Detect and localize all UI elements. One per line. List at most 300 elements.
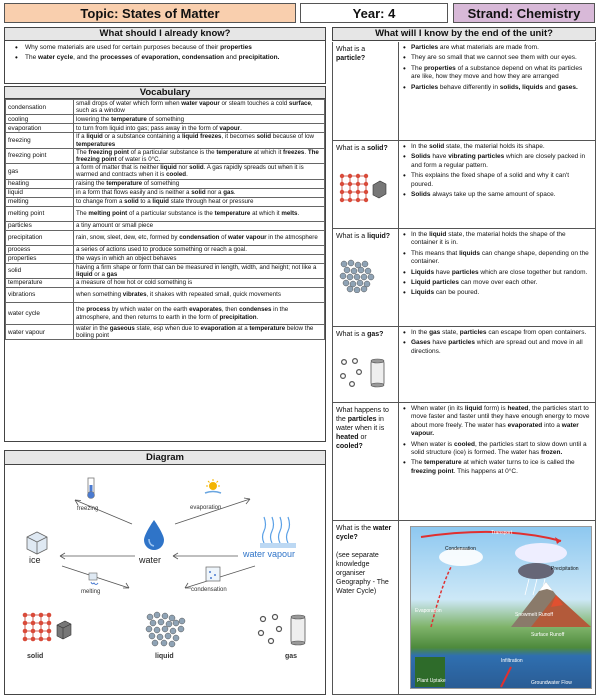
text-run: state through heat or pressure [168,198,254,206]
strand-header: Strand: Chemistry [453,3,595,23]
answer-list [402,143,592,199]
label-surface: Surface Runoff [531,632,565,638]
text-run: properties [424,64,456,72]
ice-label: ice [29,555,41,565]
text-run: The [76,148,89,156]
answer-list [402,405,592,476]
freezing-label: freezing [77,506,99,512]
text-run: temperature [249,325,286,333]
text-run: freezing point [411,467,454,475]
liquid-particle [166,621,172,627]
text-run: vibrating particles [448,153,505,161]
text-run: because of low [271,133,315,141]
vocabulary-term: gas [6,164,74,179]
text-run: The [411,64,425,72]
question-cell [333,403,399,520]
text-run: , the particles start to slow down until a solid structure (ice) is formed. The water has [411,440,587,457]
answer-item [402,279,592,287]
text-run: a measure of how hot or cold something is [76,279,193,287]
text-run: The [25,54,39,61]
text-run: (see separate knowledge organiser Geography - The Water Cycle) [336,552,389,595]
text-run: solid [124,198,139,206]
text-run: . [186,171,188,179]
text-run: always take up the same amount of space. [430,191,556,199]
text-run: below the boiling point [76,325,314,340]
text-run: are what materials are made from. [438,44,539,51]
liquid-particle [179,618,185,624]
diagram-box [4,450,326,695]
freezing-arrow [57,497,137,527]
text-run: water in the [76,325,110,333]
text-run: solid? [367,145,388,152]
text-run: a form of matter that is neither [76,164,161,172]
text-run: of something [142,180,180,188]
text-run: a tiny amount or small piece [76,222,154,230]
text-run: liquid [76,270,93,278]
vocabulary-row [6,148,325,163]
vocabulary-row [6,164,325,179]
end-of-unit-title: What will I know by the end of the unit? [332,27,596,41]
text-run: raising the [76,180,107,188]
answer-item [402,329,592,337]
text-run: liquid freezes [181,133,222,141]
vocabulary-table [5,99,325,340]
text-run: liquid [160,164,177,172]
answer-cell [399,327,595,402]
label-plant: Plant Uptake [417,678,446,684]
text-run: at a [235,325,250,333]
text-run: liquid [86,133,103,141]
text-run: . This happens at 0°C. [453,467,518,475]
text-run: rain, snow, sleet, dew, etc, formed by [76,234,180,242]
liquid-particle [170,628,176,634]
text-run: liquid? [367,233,391,240]
text-run: melts [281,210,298,218]
text-run: gas [106,270,118,278]
topic-header: Topic: States of Matter [4,3,296,23]
text-run: solid [256,133,272,141]
text-run: or a [92,270,107,278]
vocabulary-row [6,245,325,254]
text-run: precipitation. [238,54,280,61]
end-of-unit-row [332,521,596,695]
diagram-title: Diagram [5,451,325,465]
liquid-particle [154,627,160,633]
answer-item [402,84,592,92]
end-of-unit-row [332,327,596,403]
melting-label: melting [81,589,101,595]
liquid-particle [165,633,171,639]
answer-item [402,269,592,277]
text-run: Solids [411,153,431,161]
vocabulary-term: water cycle [6,303,74,325]
text-run: freezes [283,148,305,156]
text-run: water vapour. [411,421,579,438]
text-run: , then [221,306,240,314]
text-run: surface [288,100,311,107]
text-run: heated [336,434,359,441]
text-run: precipitation [219,313,257,321]
label-snowmelt: Snowmelt Runoff [515,612,553,618]
vocabulary-term: liquid [6,188,74,197]
condensation-label: condensation [191,587,227,593]
text-run: can escape from open containers. [486,329,587,336]
end-of-unit-row [332,141,596,229]
vocabulary-term: evaporation [6,124,74,133]
text-run: process [86,306,111,314]
text-run: water cycle? [336,525,392,541]
text-run: Gases [411,339,431,347]
vocabulary-term: temperature [6,279,74,288]
text-run: having a firm shape or form that can be measured in length, width, and height; not like a [76,263,317,271]
text-run: solids, liquids [499,83,544,91]
evaporation-label: evaporation [190,505,222,511]
vocabulary-term: freezing point [6,148,74,163]
vocabulary-definition [74,197,325,206]
text-run: in a form that flows easily and is neither a [76,189,192,197]
text-run: of [219,234,229,242]
gas-particles-icon [257,613,313,649]
text-run: and [224,54,239,61]
text-run: freezing point [88,148,129,156]
text-run: temperature [216,148,253,156]
vocabulary-row [6,279,325,288]
question-cell [333,42,399,140]
question-cell [333,521,399,694]
answer-item [402,172,592,189]
vocabulary-row [6,206,325,221]
liquid-particle [169,615,175,621]
answer-item [402,153,592,170]
liquid-particle [173,620,179,626]
vocabulary-definition [74,115,325,124]
vocabulary-row [6,303,325,325]
text-run: What is the [336,525,373,532]
answer-cell [399,403,595,520]
text-run: of something [146,115,185,123]
text-run: In the [411,231,430,238]
label-transport: Transport [491,530,513,536]
liquid-particle [173,635,179,641]
text-run: vapour [219,124,241,132]
text-run: What is a [336,46,366,53]
text-run: This explains the fixed shape of a solid and why it can't poured. [411,172,570,188]
text-run: condensation [179,234,220,242]
vocabulary-definition [74,288,325,303]
answer-item [402,54,592,62]
text-run: properties [220,44,252,51]
text-run: lowering the [76,115,112,123]
vocabulary-row [6,188,325,197]
text-run: state, [440,329,460,336]
text-run: When water is [411,440,454,448]
text-run: Particles [411,83,439,91]
text-run: the ways in which an object behaves [76,255,177,263]
answer-item [402,459,592,476]
vocabulary-term: melting point [6,206,74,221]
text-run: temperatures [76,140,116,148]
vocabulary-definition [74,206,325,221]
vocabulary-term: properties [6,254,74,263]
text-run: liquid [464,405,483,412]
liquid-particle [146,626,152,632]
text-run: . [256,313,259,321]
already-know-title: What should I already know? [5,28,325,41]
liquid-particle [161,640,167,646]
text-run: a series of actions used to produce something or reach a goal. [76,246,247,254]
label-precipitation: Precipitation [551,566,579,572]
text-run: when something [76,291,123,299]
text-run: of a particular substance is the [127,210,215,218]
answer-cell [399,42,595,140]
solid-particles-icon [339,173,389,205]
text-run: of a particular substance is the [128,148,217,156]
text-run: of a substance depend on what its particles are like, how they move and how they are arranged [411,64,583,81]
vocabulary-term: heating [6,179,74,188]
text-run: can change shape, depending on the container. [411,249,589,266]
vapour-to-water-arrow [170,551,240,561]
answer-list [402,329,592,356]
water-drop-icon [143,519,165,551]
text-run: cooled? [336,443,363,450]
text-run: in water when it is [336,416,385,432]
text-run: . [233,189,236,197]
vocabulary-term: water vapour [6,325,74,340]
gas-label: gas [285,653,298,660]
text-run: which are spread out and move in all directions. [411,339,583,355]
text-run: , such as a window [76,100,313,115]
liquid-particle [158,619,164,625]
text-run: What is a [336,233,368,240]
text-run: to change from a [76,198,125,206]
text-run: Liquid particles [411,279,460,287]
text-run: which are close together but random. [478,268,588,276]
text-run: can be poured. [434,289,480,297]
text-run: to a [138,198,153,206]
text-run: . [297,210,300,218]
text-run: This means that [411,249,460,257]
ice-cube-icon [23,529,51,555]
answer-item [402,231,592,248]
text-run: solid [429,143,445,150]
vocabulary-term: solid [6,263,74,278]
end-of-unit-row [332,42,596,141]
thermometer-icon [83,477,99,499]
question-cell [333,141,399,228]
gas-particles-icon [339,357,391,391]
text-run: heated [507,405,529,412]
text-run: What happens to the [336,407,389,423]
answer-item [402,441,592,458]
text-run: form) is [482,405,508,412]
liquid-particle [178,626,184,632]
text-run: gases. [557,83,578,91]
question-cell [333,327,399,402]
answer-item [402,405,592,439]
water-label: water [139,555,162,565]
liquid-particle [152,640,158,646]
already-know-item [13,44,321,52]
text-run: gas [223,189,234,197]
text-run: by which water on the earth [110,306,190,314]
answer-item [402,143,592,151]
text-run: , and the [73,54,101,61]
liquid-label: liquid [155,653,174,660]
condensation-icon [205,566,221,584]
answer-cell [399,229,595,326]
vocabulary-definition [74,221,325,230]
answer-item [402,289,592,297]
text-run: temperature [111,115,147,123]
liquid-particle [154,612,160,618]
answer-item [402,44,592,52]
text-run: liquid [152,198,169,206]
water-cycle-picture [410,526,592,689]
vocabulary-term: condensation [6,100,74,115]
vocabulary-definition [74,279,325,288]
text-run: The freezing point [76,148,319,164]
text-run: water cycle [38,54,74,61]
vocabulary-definition [74,188,325,197]
vocabulary-definition [74,325,325,340]
text-run: or a substance containing a [102,133,182,141]
text-run: in the atmosphere [266,234,318,242]
text-run: which are closely packed in and form a regular pattern. [411,153,586,169]
text-run: temperature [424,459,462,467]
text-run: solid [189,164,204,172]
already-know-box [4,27,326,84]
vocabulary-definition [74,164,325,179]
text-run: processes [100,54,133,61]
vocabulary-row [6,325,325,340]
text-run: or steam touches a cold [219,100,289,107]
text-run: small drops of water which form when [76,100,182,107]
vocabulary-row [6,288,325,303]
answer-item [402,65,592,82]
text-run: nor a [205,189,224,197]
text-run: particles [347,416,377,423]
text-run: temperature [214,210,251,218]
text-run: gas? [367,331,384,338]
text-run: evaporates [189,306,222,314]
vocabulary-definition [74,124,325,133]
year-header: Year: 4 [300,3,448,23]
text-run: water vapour [181,100,220,107]
vocabulary-row [6,124,325,133]
text-run: cooled [454,440,475,448]
text-run: What is a [336,145,368,152]
text-run: vibrates [122,291,147,299]
vocabulary-definition [74,100,325,115]
label-infiltration: Infiltration [501,658,523,664]
vocabulary-row [6,263,325,278]
liquid-particle [169,641,175,647]
vocabulary-row [6,179,325,188]
text-run: Solids [411,191,431,199]
water-to-ice-arrow [57,551,137,561]
text-run: liquid [429,231,447,238]
vocabulary-term: cooling [6,115,74,124]
text-run: Why some materials are used for certain purposes because of their [25,44,221,51]
answer-cell [399,141,595,228]
text-run: , it becomes [221,133,257,141]
liquid-particle [162,626,168,632]
text-run: state, the material holds its shape. [444,143,545,150]
vocabulary-row [6,100,325,115]
liquid-particle [149,633,155,639]
liquid-particle [162,613,168,619]
answer-item [402,339,592,356]
text-run: can move over each other. [459,279,538,287]
text-run: particles [459,329,487,336]
text-run: cooled [166,171,187,179]
text-run: evaporation, condensation [141,54,225,61]
vocabulary-row [6,197,325,206]
vocabulary-definition [74,133,325,148]
text-run: particles [448,339,475,347]
answer-item [402,250,592,267]
text-run: evaporation [200,325,236,333]
text-run: liquids [459,249,481,257]
evaporation-arrow [170,495,260,527]
vocabulary-row [6,230,325,245]
answer-item [402,191,592,199]
text-run: What is a [336,331,368,338]
text-run: into a [542,421,562,429]
vocabulary-definition [74,179,325,188]
vocabulary-term: process [6,245,74,254]
answer-cell [399,521,595,694]
already-know-item [13,54,321,62]
solid-particles-icon [21,611,73,649]
liquid-particle [147,614,153,620]
text-run: Particles [411,44,439,51]
text-run: . [240,124,242,132]
text-run: , it shakes with repeated small, quick movements [146,291,281,299]
vocabulary-term: freezing [6,133,74,148]
already-know-list [5,41,325,66]
text-run: or [358,434,367,441]
text-run: evaporated [507,421,543,429]
answer-list [402,231,592,298]
vocabulary-title: Vocabulary [5,87,325,99]
vocabulary-definition [74,148,325,163]
text-run: . [304,148,308,156]
text-run: of water is 0°C. [116,156,161,164]
text-run: Liquids [411,289,435,297]
vocabulary-row [6,115,325,124]
vocabulary-row [6,254,325,263]
text-run: state, esp when due to [134,325,201,333]
vocabulary-box [4,86,326,442]
text-run: behave differently in [438,83,500,91]
text-run: gaseous [109,325,135,333]
text-run: . A gas rapidly spreads out when it is warmed and contracts when it is [76,164,304,179]
vocabulary-row [6,133,325,148]
vocabulary-term: vibrations [6,288,74,303]
text-run: temperature [106,180,143,188]
water-vapour-icon [258,513,298,549]
vocabulary-definition [74,263,325,278]
text-run: have [430,153,449,161]
vocabulary-definition [74,303,325,325]
melting-icon [87,571,101,587]
text-run: In the [411,329,430,336]
text-run: and [543,83,558,91]
text-run: melting point [88,210,128,218]
text-run: In the [411,143,430,150]
text-run: at which it [252,148,284,156]
